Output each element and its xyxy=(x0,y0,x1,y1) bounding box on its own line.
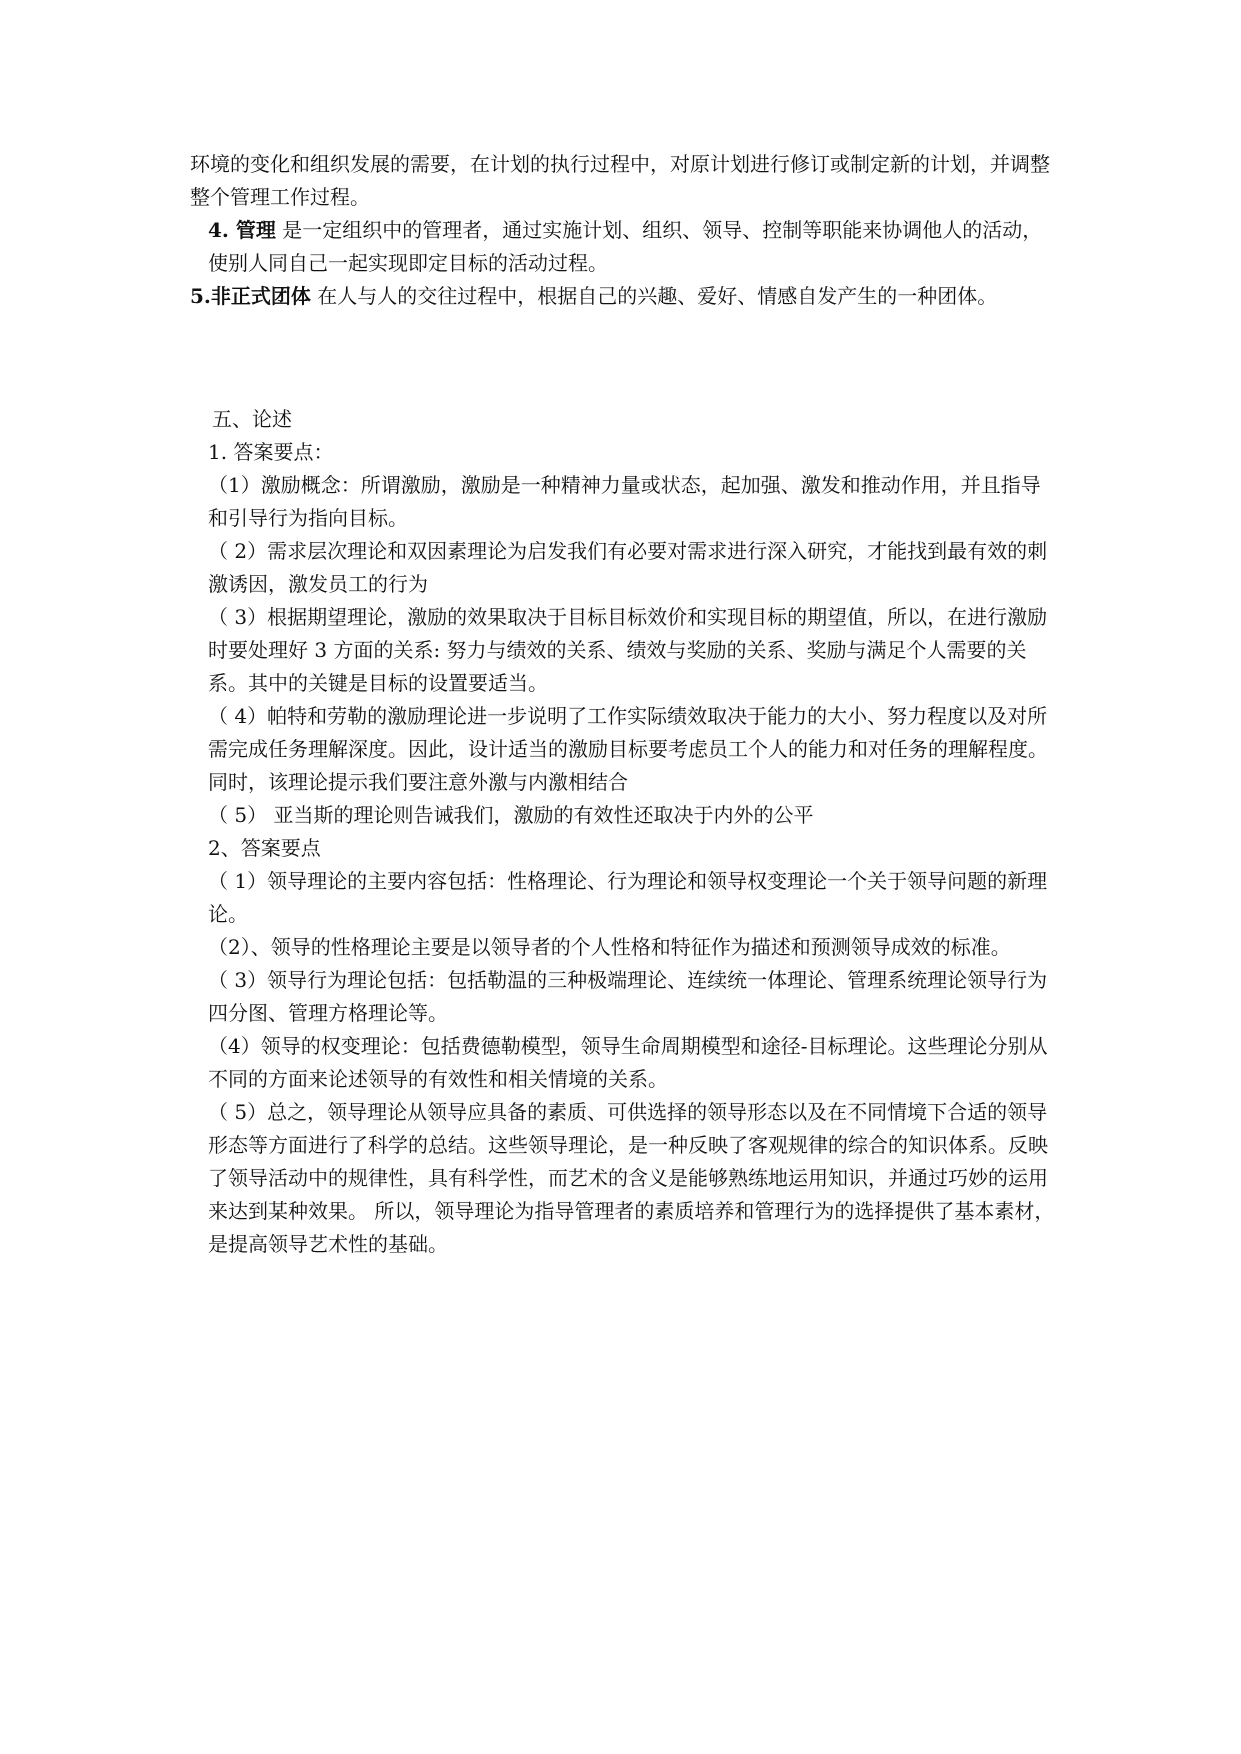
q1-point: （ 4）帕特和劳勒的激励理论进一步说明了工作实际绩效取决于能力的大小、努力程度以及对所需完成任务理解深度。因此，设计适当的激励目标要考虑员工个人的能力和对任务的理解程度。同时，该理论提示我们要注意外激与内激相结合 xyxy=(208,704,1048,794)
definition-informal-group xyxy=(190,280,1060,313)
definition-term: 4. 管理 xyxy=(208,218,276,242)
continuation-paragraph: 环境的变化和组织发展的需要，在计划的执行过程中，对原计划进行修订或制定新的计划，并调整整个管理工作过程。 xyxy=(190,152,1050,209)
q1-point: （ 5） 亚当斯的理论则告诫我们，激励的有效性还取决于内外的公平 xyxy=(208,803,814,827)
definition-text: 是一定组织中的管理者，通过实施计划、组织、领导、控制等职能来协调他人的活动，使别人同自己一起实现即定目标的活动过程。 xyxy=(208,218,1043,275)
section-gap xyxy=(190,313,1060,403)
q1-point: （ 2）需求层次理论和双因素理论为启发我们有必要对需求进行深入研究，才能找到最有效的刺激诱因，激发员工的行为 xyxy=(208,539,1048,596)
q1-point: （1）激励概念：所谓激励，激励是一种精神力量或状态，起加强、激发和推动作用，并且指导和引导行为指向目标。 xyxy=(208,473,1041,530)
q2-point: （ 5）总之，领导理论从领导应具备的素质、可供选择的领导形态以及在不同情境下合适的领导形态等方面进行了科学的总结。这些领导理论，是一种反映了客观规律的综合的知识体系。反映了领导活动中的规律性，具有科学性，而艺术的含义是能够熟练地运用知识，并通过巧妙的运用来达到某种效果。 所以，领导理论为指导管理者的素质培养和管理行为的选择提供了基本素材，是提高领导艺术性的基础。 xyxy=(208,1100,1055,1256)
question-1-label: 1. 答案要点： xyxy=(208,440,334,464)
question-2-label: 2、答案要点 xyxy=(208,836,321,860)
q1-point: （ 3）根据期望理论，激励的效果取决于目标目标效价和实现目标的期望值，所以，在进行激励时要处理好 3 方面的关系: 努力与绩效的关系、绩效与奖励的关系、奖励与满足个人需要的关系。其中的关键是目标的设置要适当。 xyxy=(208,605,1048,695)
definition-term: 5.非正式团体 xyxy=(190,284,311,308)
q2-point: （4）领导的权变理论：包括费德勒模型，领导生命周期模型和途径-目标理论。这些理论分别从不同的方面来论述领导的有效性和相关情境的关系。 xyxy=(208,1034,1048,1091)
section-heading: 五、论述 xyxy=(212,407,292,431)
definition-management xyxy=(190,214,1060,280)
document-page xyxy=(190,148,1060,1261)
q2-point: （ 1）领导理论的主要内容包括：性格理论、行为理论和领导权变理论一个关于领导问题的新理论。 xyxy=(208,869,1048,926)
q2-point: （2）、领导的性格理论主要是以领导者的个人性格和特征作为描述和预测领导成效的标准。 xyxy=(208,935,1011,959)
definition-text: 在人与人的交往过程中，根据自己的兴趣、爱好、情感自发产生的一种团体。 xyxy=(310,284,998,308)
q2-point: （ 3）领导行为理论包括：包括勒温的三种极端理论、连续统一体理论、管理系统理论领导行为四分图、管理方格理论等。 xyxy=(208,968,1048,1025)
